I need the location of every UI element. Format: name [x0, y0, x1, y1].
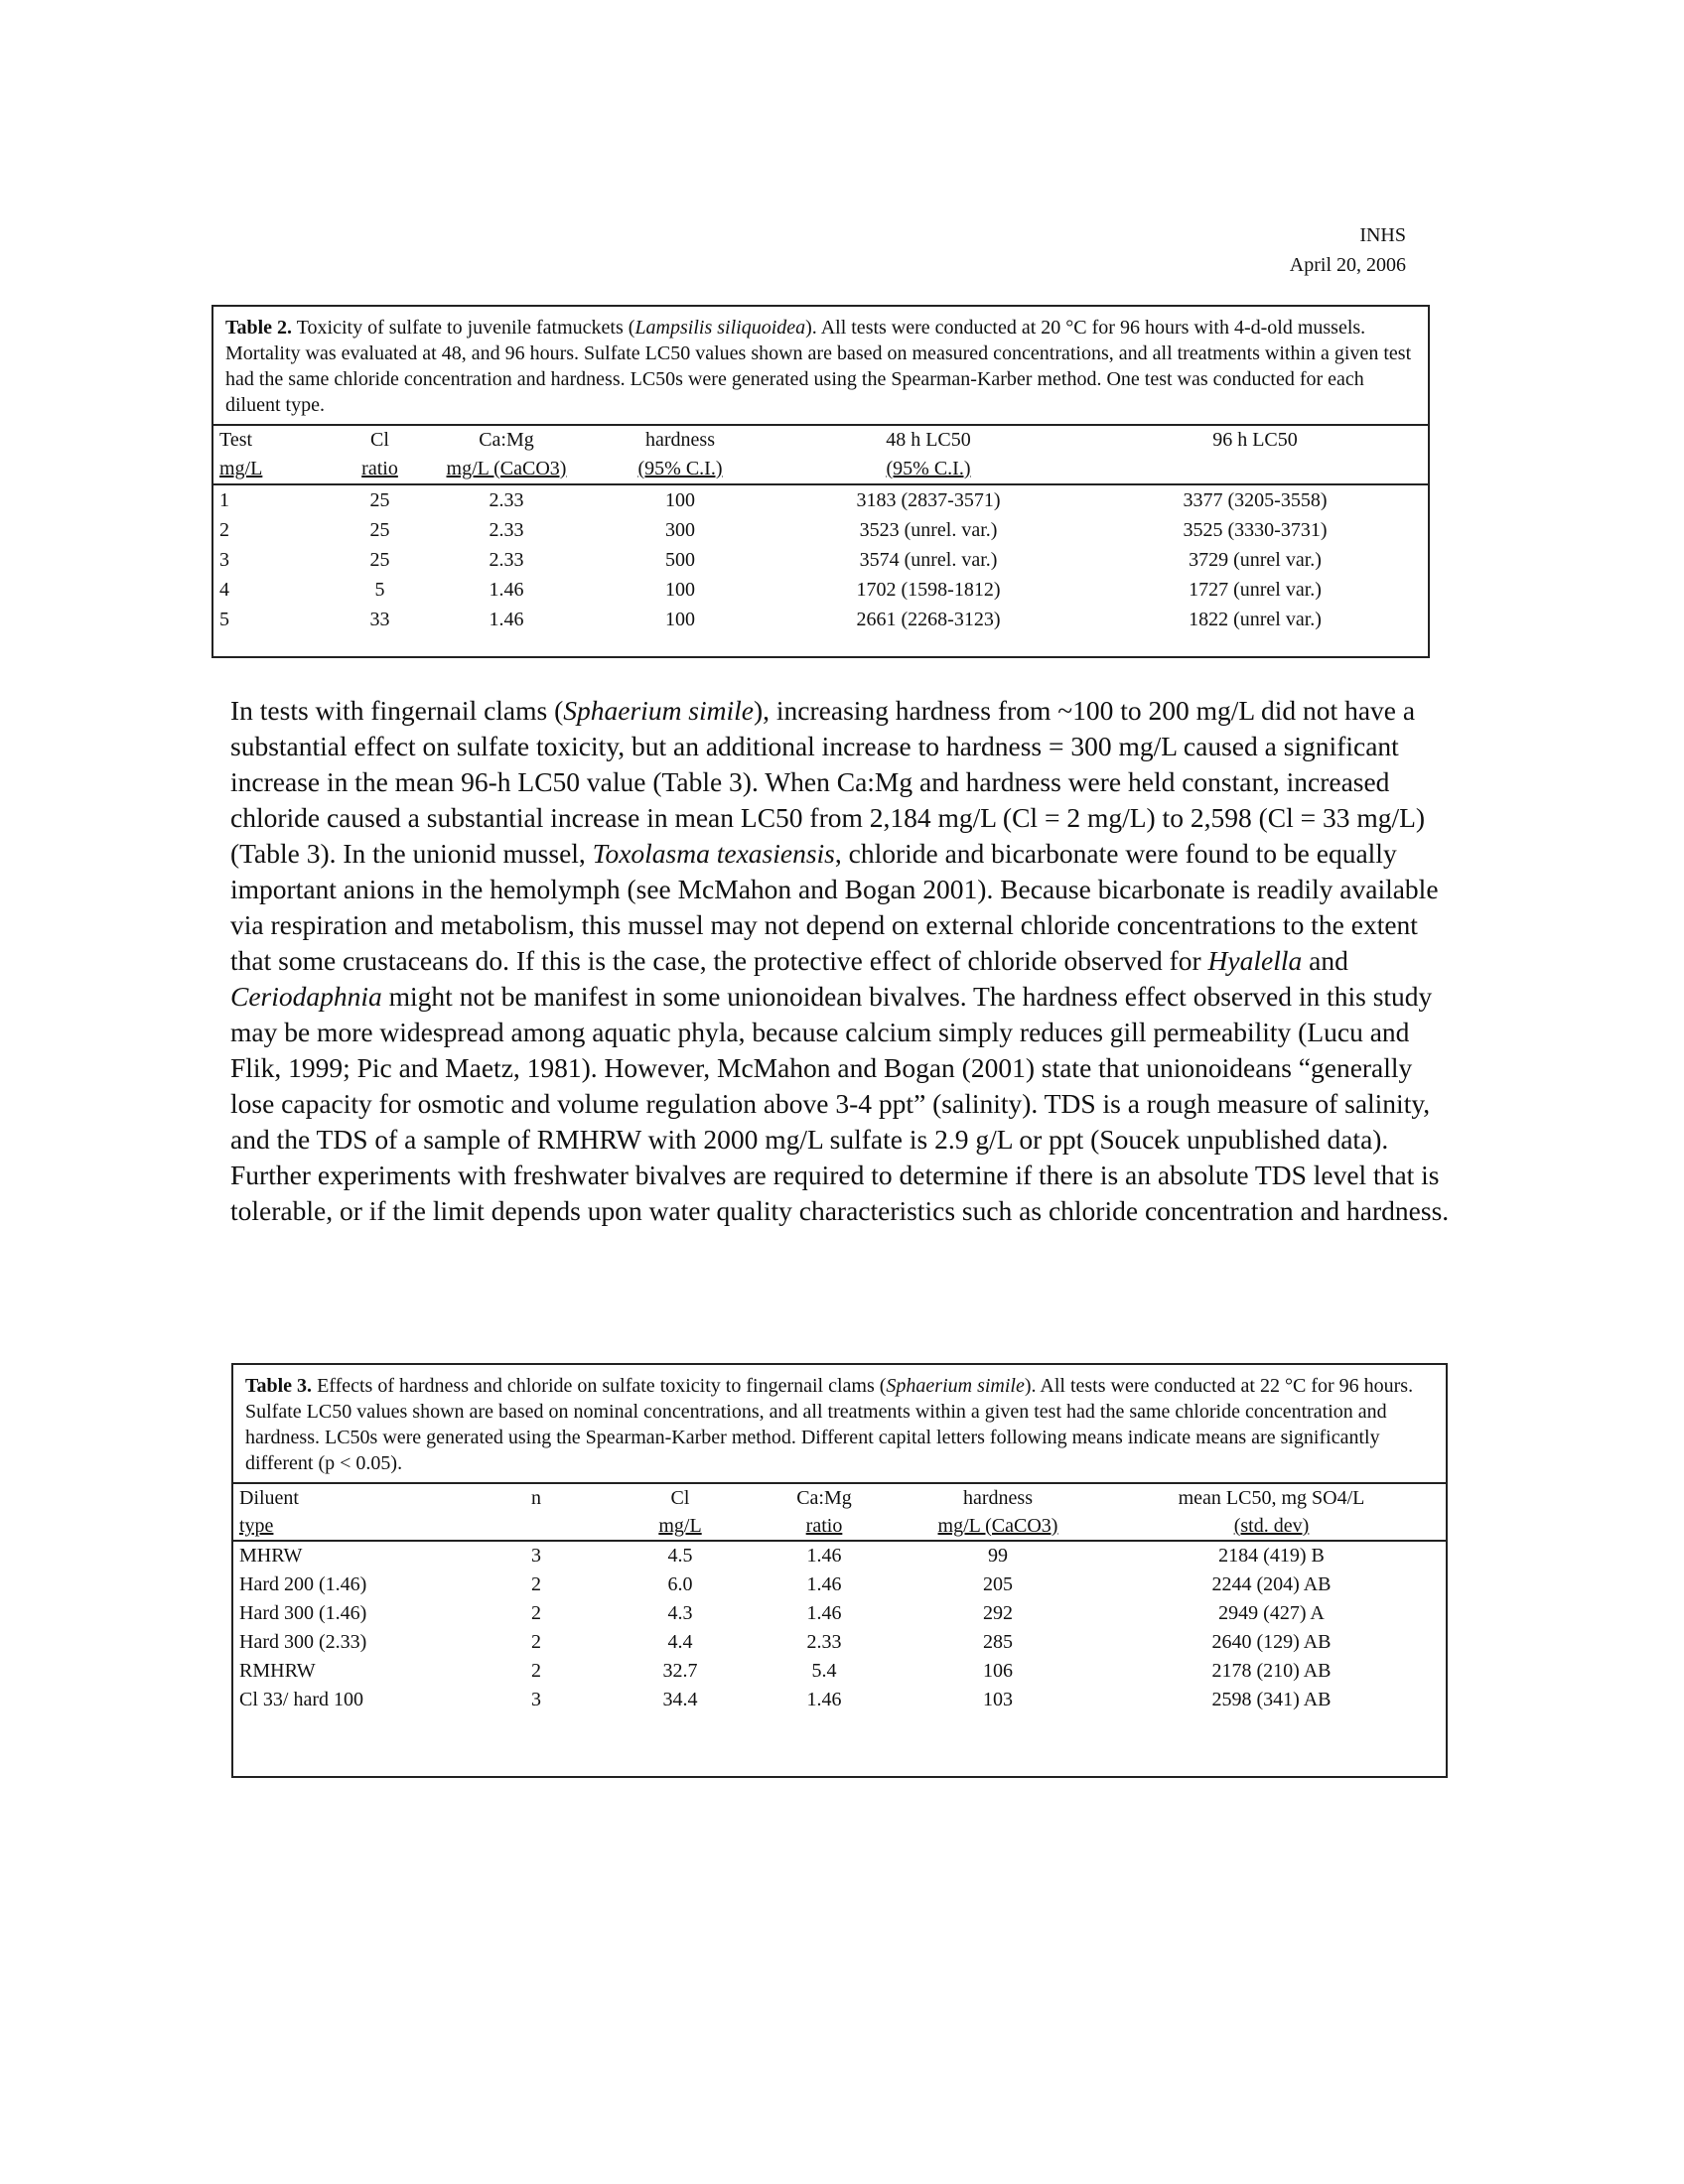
table-cell: 500: [665, 549, 695, 571]
table-cell: 1727 (unrel var.): [1189, 579, 1322, 601]
table-cell: 2.33: [489, 549, 524, 571]
table-cell: 100: [665, 609, 695, 630]
text-run: might not be manifest in some unionoidean bivalves. The hardness effect observed in this study may be more widespread among aquatic phyla, because calcium simply reduces gill permeability (Lucu and Flik, 1999; Pic and Maetz, 1981). However, McMahon and Bogan (2001) state that unionoideans “generally lose capacity for osmotic and volume regulation above 3-4 ppt” (salinity). TDS is a rough measure of salinity, and the TDS of a sample of RMHRW with 2000 mg/L sulfate is 2.9 g/L or ppt (Soucek unpublished data). Further experiments with freshwater bivalves are required to determine if there is an absolute TDS level that is tolerable, or if the limit depends upon water quality characteristics such as chloride concentration and hardness.: [230, 981, 1450, 1226]
table-2-header-row: [213, 426, 1428, 455]
table-cell: 4.3: [667, 1602, 693, 1624]
table-3-col-subheader: [462, 1512, 611, 1541]
table-cell: 3377 (3205-3558): [1183, 489, 1328, 511]
table-cell: 103: [983, 1689, 1013, 1710]
table-row: [233, 1541, 1446, 1570]
table-cell: Cl 33/ hard 100: [239, 1689, 363, 1710]
table-2-col-subheader: mg/L (CaCO3): [446, 458, 567, 479]
table-cell: 2: [531, 1660, 541, 1682]
table-cell: 1.46: [806, 1689, 842, 1710]
table-cell: 1.46: [806, 1573, 842, 1595]
table-cell: 4: [219, 579, 229, 601]
table-cell: 4.4: [667, 1631, 693, 1653]
table-3-col-subheader: (std. dev): [1233, 1515, 1310, 1537]
table-3-header-row: [233, 1484, 1446, 1512]
italic-term: Toxolasma texasiensis: [592, 838, 835, 869]
table-3-col-header: hardness: [963, 1487, 1033, 1509]
table-cell: 2598 (341) AB: [1211, 1689, 1332, 1710]
table-cell: 1: [219, 489, 229, 511]
table-cell: 1.46: [806, 1545, 842, 1567]
table-cell: 2178 (210) AB: [1211, 1660, 1332, 1682]
table-cell: 3574 (unrel. var.): [859, 549, 998, 571]
table-2-subheader-row: [213, 455, 1428, 484]
table-cell: 2.33: [489, 489, 524, 511]
table-cell: 205: [983, 1573, 1013, 1595]
table-cell: 2: [531, 1631, 541, 1653]
table-cell: 2949 (427) A: [1218, 1602, 1325, 1624]
table-2-caption-species: Lampsilis siliquoidea: [634, 317, 806, 339]
table-cell: 33: [369, 609, 390, 630]
table-2-col-subheader: [1082, 455, 1428, 484]
text-run: In tests with fingernail clams (: [230, 695, 564, 726]
table-cell: 3523 (unrel. var.): [859, 519, 998, 541]
table-cell: 2.33: [806, 1631, 842, 1653]
table-3-col-header: Ca:Mg: [796, 1487, 852, 1509]
table-row: [213, 575, 1428, 605]
table-row: [213, 605, 1428, 634]
table-cell: 292: [983, 1602, 1013, 1624]
table-2-col-header: Ca:Mg: [479, 429, 534, 451]
table-cell: 2244 (204) AB: [1211, 1573, 1332, 1595]
table-cell: 100: [665, 489, 695, 511]
table-2-col-subheader: ratio: [361, 458, 398, 479]
table-cell: 5.4: [811, 1660, 837, 1682]
header-org: INHS: [1359, 224, 1406, 246]
table-3-grid: [233, 1484, 1446, 1714]
table-2-col-subheader: (95% C.I.): [886, 458, 971, 479]
table-cell: 2661 (2268-3123): [856, 609, 1001, 630]
table-cell: 2: [531, 1602, 541, 1624]
table-2-caption-post: ). All tests were conducted at 20 °C for 96 hours with 4-d-old mussels. Mortality was evaluated at 48, and 96 hours. Sulfate LC50 values shown are based on measured concentrations, and all treatments within a given test had the same chloride concentration and hardness. LC50s were generated using the Spearman-Karber method. One test was conducted for each diluent type.: [225, 317, 1412, 416]
table-cell: 3525 (3330-3731): [1183, 519, 1328, 541]
table-3-subheader-row: [233, 1512, 1446, 1541]
table-cell: 1.46: [806, 1602, 842, 1624]
table-cell: 100: [665, 579, 695, 601]
body-paragraph-text: [230, 693, 1462, 1229]
table-cell: 1702 (1598-1812): [856, 579, 1001, 601]
table-2-col-header: 48 h LC50: [886, 429, 971, 451]
table-3-col-header: Cl: [670, 1487, 690, 1509]
table-3-col-subheader: mg/L (CaCO3): [937, 1515, 1058, 1537]
table-2-col-subheader: mg/L: [219, 458, 263, 479]
table-2-col-header: Cl: [370, 429, 389, 451]
table-row: [213, 515, 1428, 545]
table-cell: 1.46: [489, 579, 524, 601]
table-row: [233, 1628, 1446, 1657]
table-cell: 1822 (unrel var.): [1189, 609, 1322, 630]
table-cell: 34.4: [662, 1689, 698, 1710]
table-row: [233, 1599, 1446, 1628]
table-2-caption-pre: Toxicity of sulfate to juvenile fatmuckets (: [292, 317, 635, 339]
page-header: [1290, 220, 1406, 280]
table-row: [233, 1686, 1446, 1714]
italic-term: Hyalella: [1207, 945, 1303, 976]
table-cell: 3: [531, 1545, 541, 1567]
table-cell: 2184 (419) B: [1218, 1545, 1325, 1567]
italic-term: Ceriodaphnia: [230, 981, 382, 1012]
table-2-col-subheader: (95% C.I.): [637, 458, 723, 479]
table-cell: 25: [369, 489, 390, 511]
table-cell: Hard 200 (1.46): [239, 1573, 367, 1595]
table-3-col-subheader: ratio: [805, 1515, 843, 1537]
italic-term: Sphaerium simile: [563, 695, 754, 726]
table-2-col-header: hardness: [645, 429, 715, 451]
table-2: [211, 305, 1430, 658]
table-cell: 285: [983, 1631, 1013, 1653]
table-cell: 3183 (2837-3571): [856, 489, 1001, 511]
table-row: [213, 484, 1428, 515]
table-cell: 2.33: [489, 519, 524, 541]
table-3-caption-species: Sphaerium simile: [886, 1375, 1025, 1397]
table-cell: 99: [988, 1545, 1008, 1567]
table-cell: 2640 (129) AB: [1211, 1631, 1332, 1653]
table-2-grid: [213, 426, 1428, 634]
table-3-col-subheader: mg/L: [658, 1515, 702, 1537]
table-cell: 5: [374, 579, 385, 601]
table-cell: 3729 (unrel var.): [1189, 549, 1322, 571]
table-cell: 25: [369, 549, 390, 571]
header-date: April 20, 2006: [1289, 254, 1406, 276]
table-cell: 300: [665, 519, 695, 541]
table-cell: MHRW: [239, 1545, 303, 1567]
table-3-col-header: n: [531, 1487, 541, 1509]
table-3-caption-label: Table 3.: [245, 1375, 313, 1397]
table-2-col-header: Test: [219, 429, 253, 451]
table-cell: 2: [219, 519, 229, 541]
table-3-caption-pre: Effects of hardness and chloride on sulfate toxicity to fingernail clams (: [312, 1375, 887, 1397]
table-3-caption: [233, 1365, 1446, 1484]
table-cell: 3: [531, 1689, 541, 1710]
table-3: [231, 1363, 1448, 1778]
table-cell: RMHRW: [239, 1660, 316, 1682]
table-cell: 3: [219, 549, 229, 571]
table-cell: 4.5: [667, 1545, 693, 1567]
table-cell: Hard 300 (1.46): [239, 1602, 367, 1624]
table-cell: 2: [531, 1573, 541, 1595]
table-3-col-subheader: type: [239, 1515, 274, 1537]
table-2-caption: [213, 307, 1428, 426]
table-cell: 5: [219, 609, 229, 630]
table-2-caption-label: Table 2.: [225, 317, 293, 339]
table-cell: 25: [369, 519, 390, 541]
table-cell: Hard 300 (2.33): [239, 1631, 367, 1653]
table-cell: 32.7: [662, 1660, 698, 1682]
table-row: [233, 1657, 1446, 1686]
body-paragraph: [230, 693, 1462, 1229]
table-cell: 106: [983, 1660, 1013, 1682]
table-row: [213, 545, 1428, 575]
text-run: , chloride and bicarbonate were found to be equally important anions in the hemolymph (see McMahon and Bogan 2001). Because bicarbonate is readily available via respiration and metabolism, this mussel may not depend on external chloride concentrations to the extent that some crustaceans do. If this is the case, the protective effect of chloride observed for: [230, 838, 1439, 976]
table-2-col-header: 96 h LC50: [1212, 429, 1298, 451]
table-3-col-header: mean LC50, mg SO4/L: [1178, 1487, 1365, 1509]
table-cell: 1.46: [489, 609, 524, 630]
table-3-col-header: Diluent: [239, 1487, 299, 1509]
table-cell: 6.0: [667, 1573, 693, 1595]
text-run: and: [1302, 945, 1348, 976]
table-row: [233, 1570, 1446, 1599]
text-run: ), increasing hardness from ~100 to 200 mg/L did not have a substantial effect on sulfate toxicity, but an additional increase to hardness = 300 mg/L caused a significant increase in the mean 96-h LC50 value (Table 3). When Ca:Mg and hardness were held constant, increased chloride caused a substantial increase in mean LC50 from 2,184 mg/L (Cl = 2 mg/L) to 2,598 (Cl = 33 mg/L) (Table 3). In the unionid mussel,: [230, 695, 1426, 869]
table-3-caption-post: ). All tests were conducted at 22 °C for 96 hours. Sulfate LC50 values shown are based on nominal concentrations, and all treatments within a given test had the same chloride concentration and hardness. LC50s were generated using the Spearman-Karber method. Different capital letters following means indicate means are significantly different (p < 0.05).: [245, 1375, 1414, 1474]
